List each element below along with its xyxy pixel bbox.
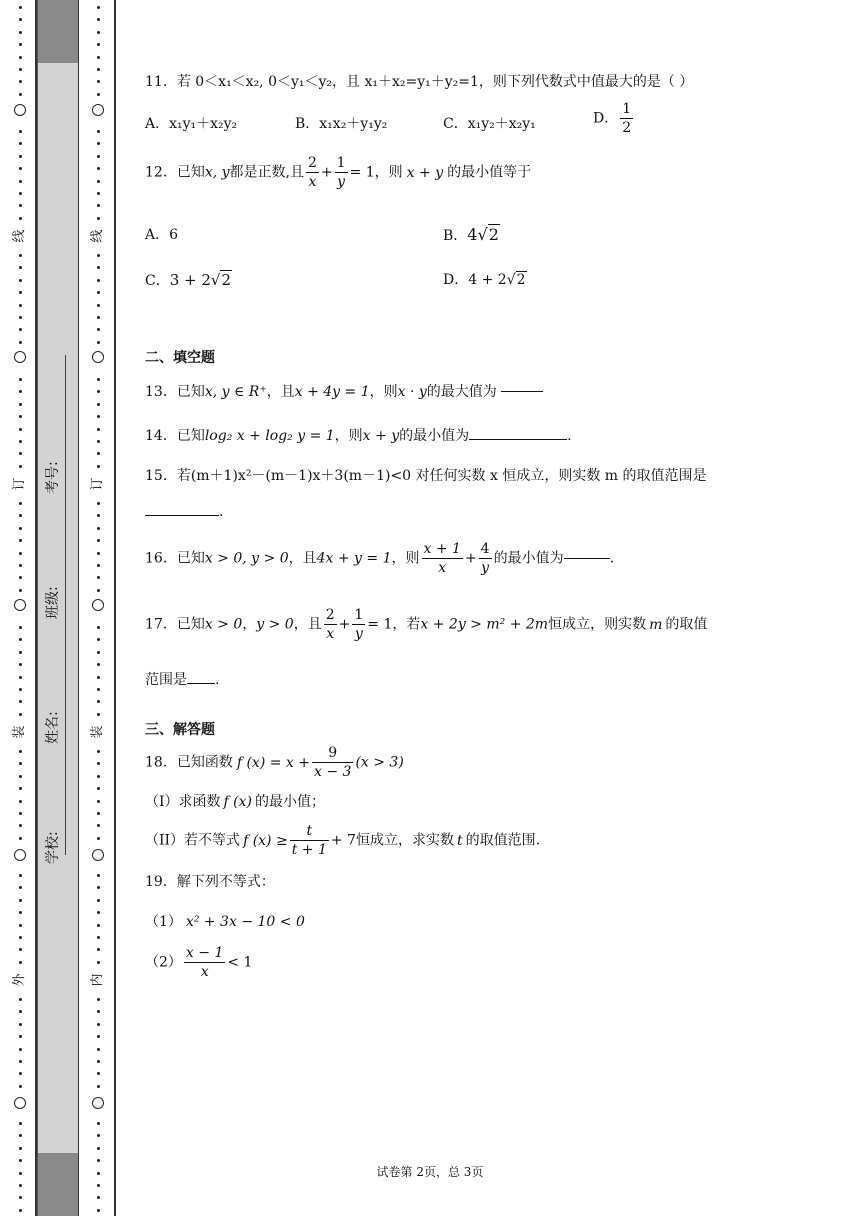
cut-line-dot [97, 576, 100, 579]
cut-line-dot [19, 56, 22, 59]
cut-line-dot [19, 576, 22, 579]
cut-line-dot [97, 142, 100, 145]
cut-line-dot [19, 1010, 22, 1013]
q12-option-c: C．3 + 2√2 [145, 271, 232, 289]
cut-line-dot [19, 93, 22, 96]
cut-line-dot [19, 80, 22, 83]
cut-line-dot [97, 390, 100, 393]
cut-line-dot [97, 192, 100, 195]
cut-line-dot [97, 328, 100, 331]
cut-line-dot [19, 626, 22, 629]
cut-line-dot [97, 18, 100, 21]
q11-option-c: C．x₁y₂＋x₂y₁ [443, 116, 536, 132]
cut-line-dot [97, 378, 100, 381]
cut-line-dot [19, 390, 22, 393]
cut-line-dot [19, 899, 22, 902]
cut-line-label: 订 [12, 477, 27, 491]
field-exam-number: 考号: [45, 461, 61, 494]
cut-line-dot [97, 837, 100, 840]
cut-line-dot [19, 1060, 22, 1063]
cut-line-dot [97, 750, 100, 753]
q14-answer-blank [469, 439, 567, 440]
cut-line-dot [97, 886, 100, 889]
cut-line-dot [19, 514, 22, 517]
cut-line-dot [97, 341, 100, 344]
cut-line-dot [97, 812, 100, 815]
cut-line-dot [19, 651, 22, 654]
cut-line-dot [19, 552, 22, 555]
q18-part2: （II）若不等式 f (x) ≥ $\frac{t}{t + 1}$ + 7恒成立，求实数 t 的取值范围. [145, 823, 541, 858]
cut-line-dot [19, 43, 22, 46]
cut-line-dot [97, 291, 100, 294]
cut-line-dot [19, 180, 22, 183]
cut-line-circle [92, 599, 104, 611]
cut-line-dot [97, 6, 100, 9]
cut-line-dot [97, 155, 100, 158]
q15-stem: 15．若(m＋1)x²－(m－1)x＋3(m－1)<0 对任何实数 x 恒成立，则实数 m 的取值范围是 [145, 468, 707, 484]
cut-line-dot [97, 1122, 100, 1125]
cut-line-dot [97, 998, 100, 1001]
cut-line-label: 线 [90, 229, 105, 243]
cut-line-dot [19, 874, 22, 877]
cut-line-dot [19, 304, 22, 307]
cut-line-dot [97, 762, 100, 765]
cut-line-dot [19, 762, 22, 765]
cut-line-dot [97, 80, 100, 83]
q13-answer-blank [501, 391, 543, 392]
q13-stem: 13．已知x, y ∈ R⁺，且x + 4y = 1，则x · y的最大值为 [145, 382, 543, 402]
q18-stem: 18．已知函数 f (x) = x + $\frac{9}{x - 3}$ (x > 3) [145, 745, 404, 780]
cut-line-dot [19, 1122, 22, 1125]
q17-answer-blank [187, 683, 215, 684]
cut-line-dot [97, 899, 100, 902]
cut-line-dot [19, 1147, 22, 1150]
cut-line-dot [97, 304, 100, 307]
cut-line-circle [14, 351, 26, 363]
cut-line-dot [97, 787, 100, 790]
cut-line-dot [19, 6, 22, 9]
cut-line-dot [19, 130, 22, 133]
q19-part1: （1） x² + 3x − 10 < 0 [145, 914, 305, 930]
cut-line-circle [92, 1097, 104, 1109]
q12-option-a: A．6 [145, 227, 179, 243]
q14-stem: 14．已知log₂ x + log₂ y = 1，则x + y的最小值为 . [145, 428, 572, 444]
q15-answer-line: . [145, 502, 223, 522]
cut-line-dot [97, 502, 100, 505]
cut-line-dot [97, 217, 100, 220]
cut-line-dot [19, 378, 22, 381]
cut-line-dot [97, 1159, 100, 1162]
q12-stem: 12．已知x, y都是正数,且 $\frac{2}{x}$ + $\frac{1}{y}$ = 1，则 x + y 的最小值等于 [145, 155, 532, 190]
cut-line-dot [19, 911, 22, 914]
cut-line-dot [97, 1035, 100, 1038]
cut-line-dot [97, 1048, 100, 1051]
cut-line-dot [19, 217, 22, 220]
cut-line-dot [97, 1023, 100, 1026]
q11-option-a: A．x₁y₁＋x₂y₂ [145, 116, 238, 132]
q18-part1: （I）求函数 f (x) 的最小值； [145, 794, 325, 810]
cut-line-dot [97, 316, 100, 319]
cut-line-dot [19, 713, 22, 716]
cut-line-circle [92, 849, 104, 861]
cut-line-dot [97, 713, 100, 716]
outer-dot-column [14, 0, 30, 1216]
cut-line-dot [97, 56, 100, 59]
inner-border-line [78, 0, 79, 1216]
cut-line-dot [19, 142, 22, 145]
cut-line-dot [97, 936, 100, 939]
cut-line-dot [19, 279, 22, 282]
cut-line-dot [97, 130, 100, 133]
cut-line-dot [19, 1048, 22, 1051]
cut-line-dot [19, 688, 22, 691]
cut-line-dot [97, 440, 100, 443]
cut-line-dot [97, 552, 100, 555]
q17-stem: 17．已知x > 0，y > 0，且 $\frac{2}{x}$ + $\frac{1}{y}$ = 1，若x + 2y > m² + 2m恒成立，则实数 m 的取值 [145, 607, 708, 642]
cut-line-dot [97, 564, 100, 567]
cut-line-dot [19, 31, 22, 34]
cut-line-dot [97, 1010, 100, 1013]
cut-line-dot [19, 341, 22, 344]
cut-line-dot [19, 465, 22, 468]
cut-line-dot [19, 266, 22, 269]
cut-line-dot [97, 1085, 100, 1088]
cut-line-dot [97, 688, 100, 691]
cut-line-dot [19, 415, 22, 418]
cut-line-dot [97, 589, 100, 592]
cut-line-dot [19, 1134, 22, 1137]
cut-line-dot [19, 676, 22, 679]
field-school: 学校: [45, 831, 61, 864]
margin-right-line [114, 0, 116, 1216]
cut-line-label: 外 [12, 973, 27, 987]
cut-line-dot [19, 192, 22, 195]
cut-line-dot [97, 204, 100, 207]
cut-line-dot [97, 824, 100, 827]
cut-line-dot [19, 1023, 22, 1026]
field-class: 班级: [45, 586, 61, 619]
q12-option-d: D．4 + 2√2 [443, 272, 526, 288]
cut-line-dot [97, 651, 100, 654]
cut-line-dot [97, 924, 100, 927]
cut-line-dot [19, 428, 22, 431]
cut-line-dot [97, 961, 100, 964]
cut-line-dot [97, 180, 100, 183]
cut-line-dot [19, 886, 22, 889]
cut-line-dot [19, 824, 22, 827]
cut-line-dot [19, 775, 22, 778]
cut-line-dot [97, 279, 100, 282]
cut-line-dot [19, 155, 22, 158]
cut-line-dot [19, 700, 22, 703]
q17-line2: 范围是 . [145, 672, 220, 688]
field-name: 姓名: [45, 711, 61, 744]
cut-line-dot [97, 68, 100, 71]
cut-line-dot [97, 465, 100, 468]
section-fill-in-heading: 二、填空题 [145, 350, 215, 366]
section-solve-heading: 三、解答题 [145, 722, 215, 738]
q19-part2: （2） $\frac{x - 1}{x}$ < 1 [145, 945, 253, 980]
cut-line-dot [19, 948, 22, 951]
cut-line-dot [97, 1147, 100, 1150]
q19-stem: 19．解下列不等式： [145, 874, 275, 890]
cut-line-dot [19, 502, 22, 505]
cut-line-dot [97, 700, 100, 703]
cut-line-dot [97, 254, 100, 257]
cut-line-dot [19, 787, 22, 790]
cut-line-dot [97, 93, 100, 96]
cut-line-dot [19, 750, 22, 753]
cut-line-dot [97, 948, 100, 951]
cut-line-dot [19, 68, 22, 71]
cut-line-dot [19, 167, 22, 170]
cut-line-circle [14, 599, 26, 611]
cut-line-dot [97, 266, 100, 269]
cut-line-dot [19, 1072, 22, 1075]
cut-line-dot [97, 539, 100, 542]
cut-line-dot [19, 638, 22, 641]
cut-line-dot [97, 31, 100, 34]
cut-line-dot [19, 837, 22, 840]
q15-answer-blank [145, 515, 219, 516]
cut-line-dot [19, 998, 22, 1001]
cut-line-dot [97, 663, 100, 666]
q16-answer-blank [564, 558, 610, 559]
cut-line-dot [19, 316, 22, 319]
cut-line-dot [19, 812, 22, 815]
cut-line-dot [19, 291, 22, 294]
cut-line-label: 装 [12, 725, 27, 739]
field-underline [65, 355, 66, 855]
cut-line-dot [19, 1085, 22, 1088]
cut-line-dot [97, 514, 100, 517]
q11-stem: 11．若 0＜x₁＜x₂, 0＜y₁＜y₂，且 x₁＋x₂=y₁＋y₂=1，则下列代数式中值最大的是（ ） [145, 74, 694, 90]
cut-line-dot [19, 1209, 22, 1212]
cut-line-dot [19, 924, 22, 927]
cut-line-dot [19, 539, 22, 542]
cut-line-dot [97, 800, 100, 803]
cut-line-dot [19, 564, 22, 567]
cut-line-dot [19, 1196, 22, 1199]
cut-line-dot [97, 676, 100, 679]
cut-line-dot [97, 874, 100, 877]
q11-option-b: B．x₁x₂＋y₁y₂ [295, 116, 388, 132]
cut-line-dot [19, 936, 22, 939]
cut-line-circle [14, 849, 26, 861]
cut-line-label: 订 [90, 477, 105, 491]
cut-line-dot [97, 428, 100, 431]
cut-line-label: 线 [12, 229, 27, 243]
cut-line-dot [19, 1159, 22, 1162]
cut-line-dot [97, 1060, 100, 1063]
cut-line-dot [19, 452, 22, 455]
cut-line-dot [97, 415, 100, 418]
cut-line-dot [19, 18, 22, 21]
cut-line-dot [19, 328, 22, 331]
cut-line-dot [97, 452, 100, 455]
cut-line-circle [92, 351, 104, 363]
cut-line-dot [97, 1184, 100, 1187]
cut-line-dot [19, 254, 22, 257]
q12-option-b: B．4√2 [443, 225, 499, 244]
binding-strip-top-block [37, 0, 79, 63]
cut-line-dot [97, 1209, 100, 1212]
cut-line-dot [97, 43, 100, 46]
cut-line-dot [97, 1196, 100, 1199]
cut-line-dot [19, 403, 22, 406]
cut-line-dot [19, 1035, 22, 1038]
cut-line-dot [19, 204, 22, 207]
cut-line-dot [19, 800, 22, 803]
cut-line-dot [97, 1072, 100, 1075]
cut-line-dot [19, 440, 22, 443]
q11-option-d: D． $\frac{1}{2}$ [593, 101, 632, 136]
cut-line-dot [97, 911, 100, 914]
cut-line-label: 装 [90, 725, 105, 739]
inner-dot-column [92, 0, 108, 1216]
cut-line-dot [97, 775, 100, 778]
cut-line-label: 内 [90, 973, 105, 987]
page-footer: 试卷第 2页，总 3页 [376, 1165, 484, 1179]
cut-line-dot [19, 961, 22, 964]
cut-line-dot [19, 663, 22, 666]
cut-line-dot [97, 1134, 100, 1137]
cut-line-dot [19, 527, 22, 530]
cut-line-circle [92, 104, 104, 116]
cut-line-dot [97, 626, 100, 629]
cut-line-dot [97, 403, 100, 406]
cut-line-circle [14, 1097, 26, 1109]
cut-line-dot [19, 589, 22, 592]
cut-line-dot [19, 1184, 22, 1187]
cut-line-circle [14, 104, 26, 116]
cut-line-dot [97, 638, 100, 641]
cut-line-dot [97, 167, 100, 170]
q16-stem: 16．已知x > 0, y > 0，且4x + y = 1，则 $\frac{x + 1}{x}$ + $\frac{4}{y}$ 的最小值为 . [145, 541, 615, 576]
cut-line-dot [97, 527, 100, 530]
